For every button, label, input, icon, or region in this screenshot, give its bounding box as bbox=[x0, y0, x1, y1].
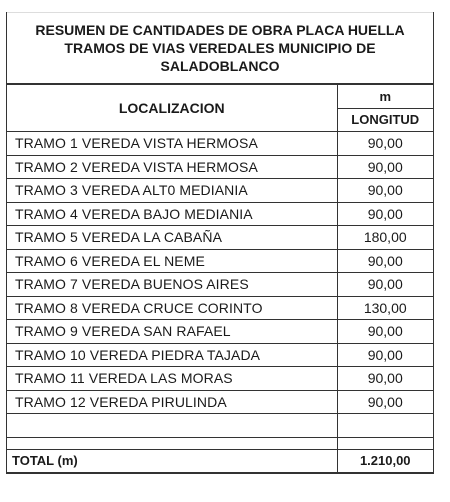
table-row bbox=[7, 343, 433, 367]
table-row bbox=[7, 320, 433, 344]
row-location: TRAMO 3 VEREDA ALT0 MEDIANIA bbox=[7, 179, 337, 203]
table-row bbox=[7, 226, 433, 250]
row-location: TRAMO 1 VEREDA VISTA HERMOSA bbox=[7, 132, 337, 156]
table-row bbox=[7, 132, 433, 156]
row-location: TRAMO 4 VEREDA BAJO MEDIANIA bbox=[7, 202, 337, 226]
row-length: 90,00 bbox=[337, 367, 433, 391]
document-title bbox=[7, 12, 433, 84]
row-location: TRAMO 12 VEREDA PIRULINDA bbox=[7, 390, 337, 414]
row-location: TRAMO 11 VEREDA LAS MORAS bbox=[7, 367, 337, 391]
quantities-table bbox=[7, 84, 433, 473]
empty-row bbox=[7, 414, 433, 438]
total-label: TOTAL (m) bbox=[7, 449, 337, 473]
row-length: 180,00 bbox=[337, 226, 433, 250]
row-length: 90,00 bbox=[337, 390, 433, 414]
table-row bbox=[7, 179, 433, 203]
empty-cell bbox=[337, 414, 433, 438]
spacer-row bbox=[7, 437, 433, 449]
row-length: 90,00 bbox=[337, 202, 433, 226]
title-line-1: RESUMEN DE CANTIDADES DE OBRA PLACA HUELLA bbox=[35, 22, 405, 38]
total-row bbox=[7, 449, 433, 473]
row-length: 90,00 bbox=[337, 155, 433, 179]
header-unit: m bbox=[337, 85, 433, 109]
row-location: TRAMO 9 VEREDA SAN RAFAEL bbox=[7, 320, 337, 344]
row-length: 90,00 bbox=[337, 320, 433, 344]
quantities-summary-document bbox=[6, 12, 434, 474]
empty-cell bbox=[7, 414, 337, 438]
table-row bbox=[7, 202, 433, 226]
row-location: TRAMO 8 VEREDA CRUCE CORINTO bbox=[7, 296, 337, 320]
row-length: 90,00 bbox=[337, 132, 433, 156]
table-row bbox=[7, 249, 433, 273]
row-location: TRAMO 7 VEREDA BUENOS AIRES bbox=[7, 273, 337, 297]
table-row bbox=[7, 273, 433, 297]
title-line-2: TRAMOS DE VIAS VEREDALES MUNICIPIO DE bbox=[64, 40, 376, 56]
row-length: 90,00 bbox=[337, 273, 433, 297]
row-length: 130,00 bbox=[337, 296, 433, 320]
header-location: LOCALIZACION bbox=[7, 85, 337, 132]
table-row bbox=[7, 390, 433, 414]
spacer-cell bbox=[337, 437, 433, 449]
row-length: 90,00 bbox=[337, 179, 433, 203]
table-row bbox=[7, 155, 433, 179]
row-location: TRAMO 10 VEREDA PIEDRA TAJADA bbox=[7, 343, 337, 367]
row-length: 90,00 bbox=[337, 343, 433, 367]
row-length: 90,00 bbox=[337, 249, 433, 273]
total-value: 1.210,00 bbox=[337, 449, 433, 473]
table-row bbox=[7, 367, 433, 391]
header-length: LONGITUD bbox=[337, 108, 433, 132]
row-location: TRAMO 2 VEREDA VISTA HERMOSA bbox=[7, 155, 337, 179]
table-row bbox=[7, 296, 433, 320]
row-location: TRAMO 6 VEREDA EL NEME bbox=[7, 249, 337, 273]
title-line-3: SALADOBLANCO bbox=[160, 58, 280, 74]
header-row bbox=[7, 85, 433, 109]
row-location: TRAMO 5 VEREDA LA CABAÑA bbox=[7, 226, 337, 250]
spacer-cell bbox=[7, 437, 337, 449]
